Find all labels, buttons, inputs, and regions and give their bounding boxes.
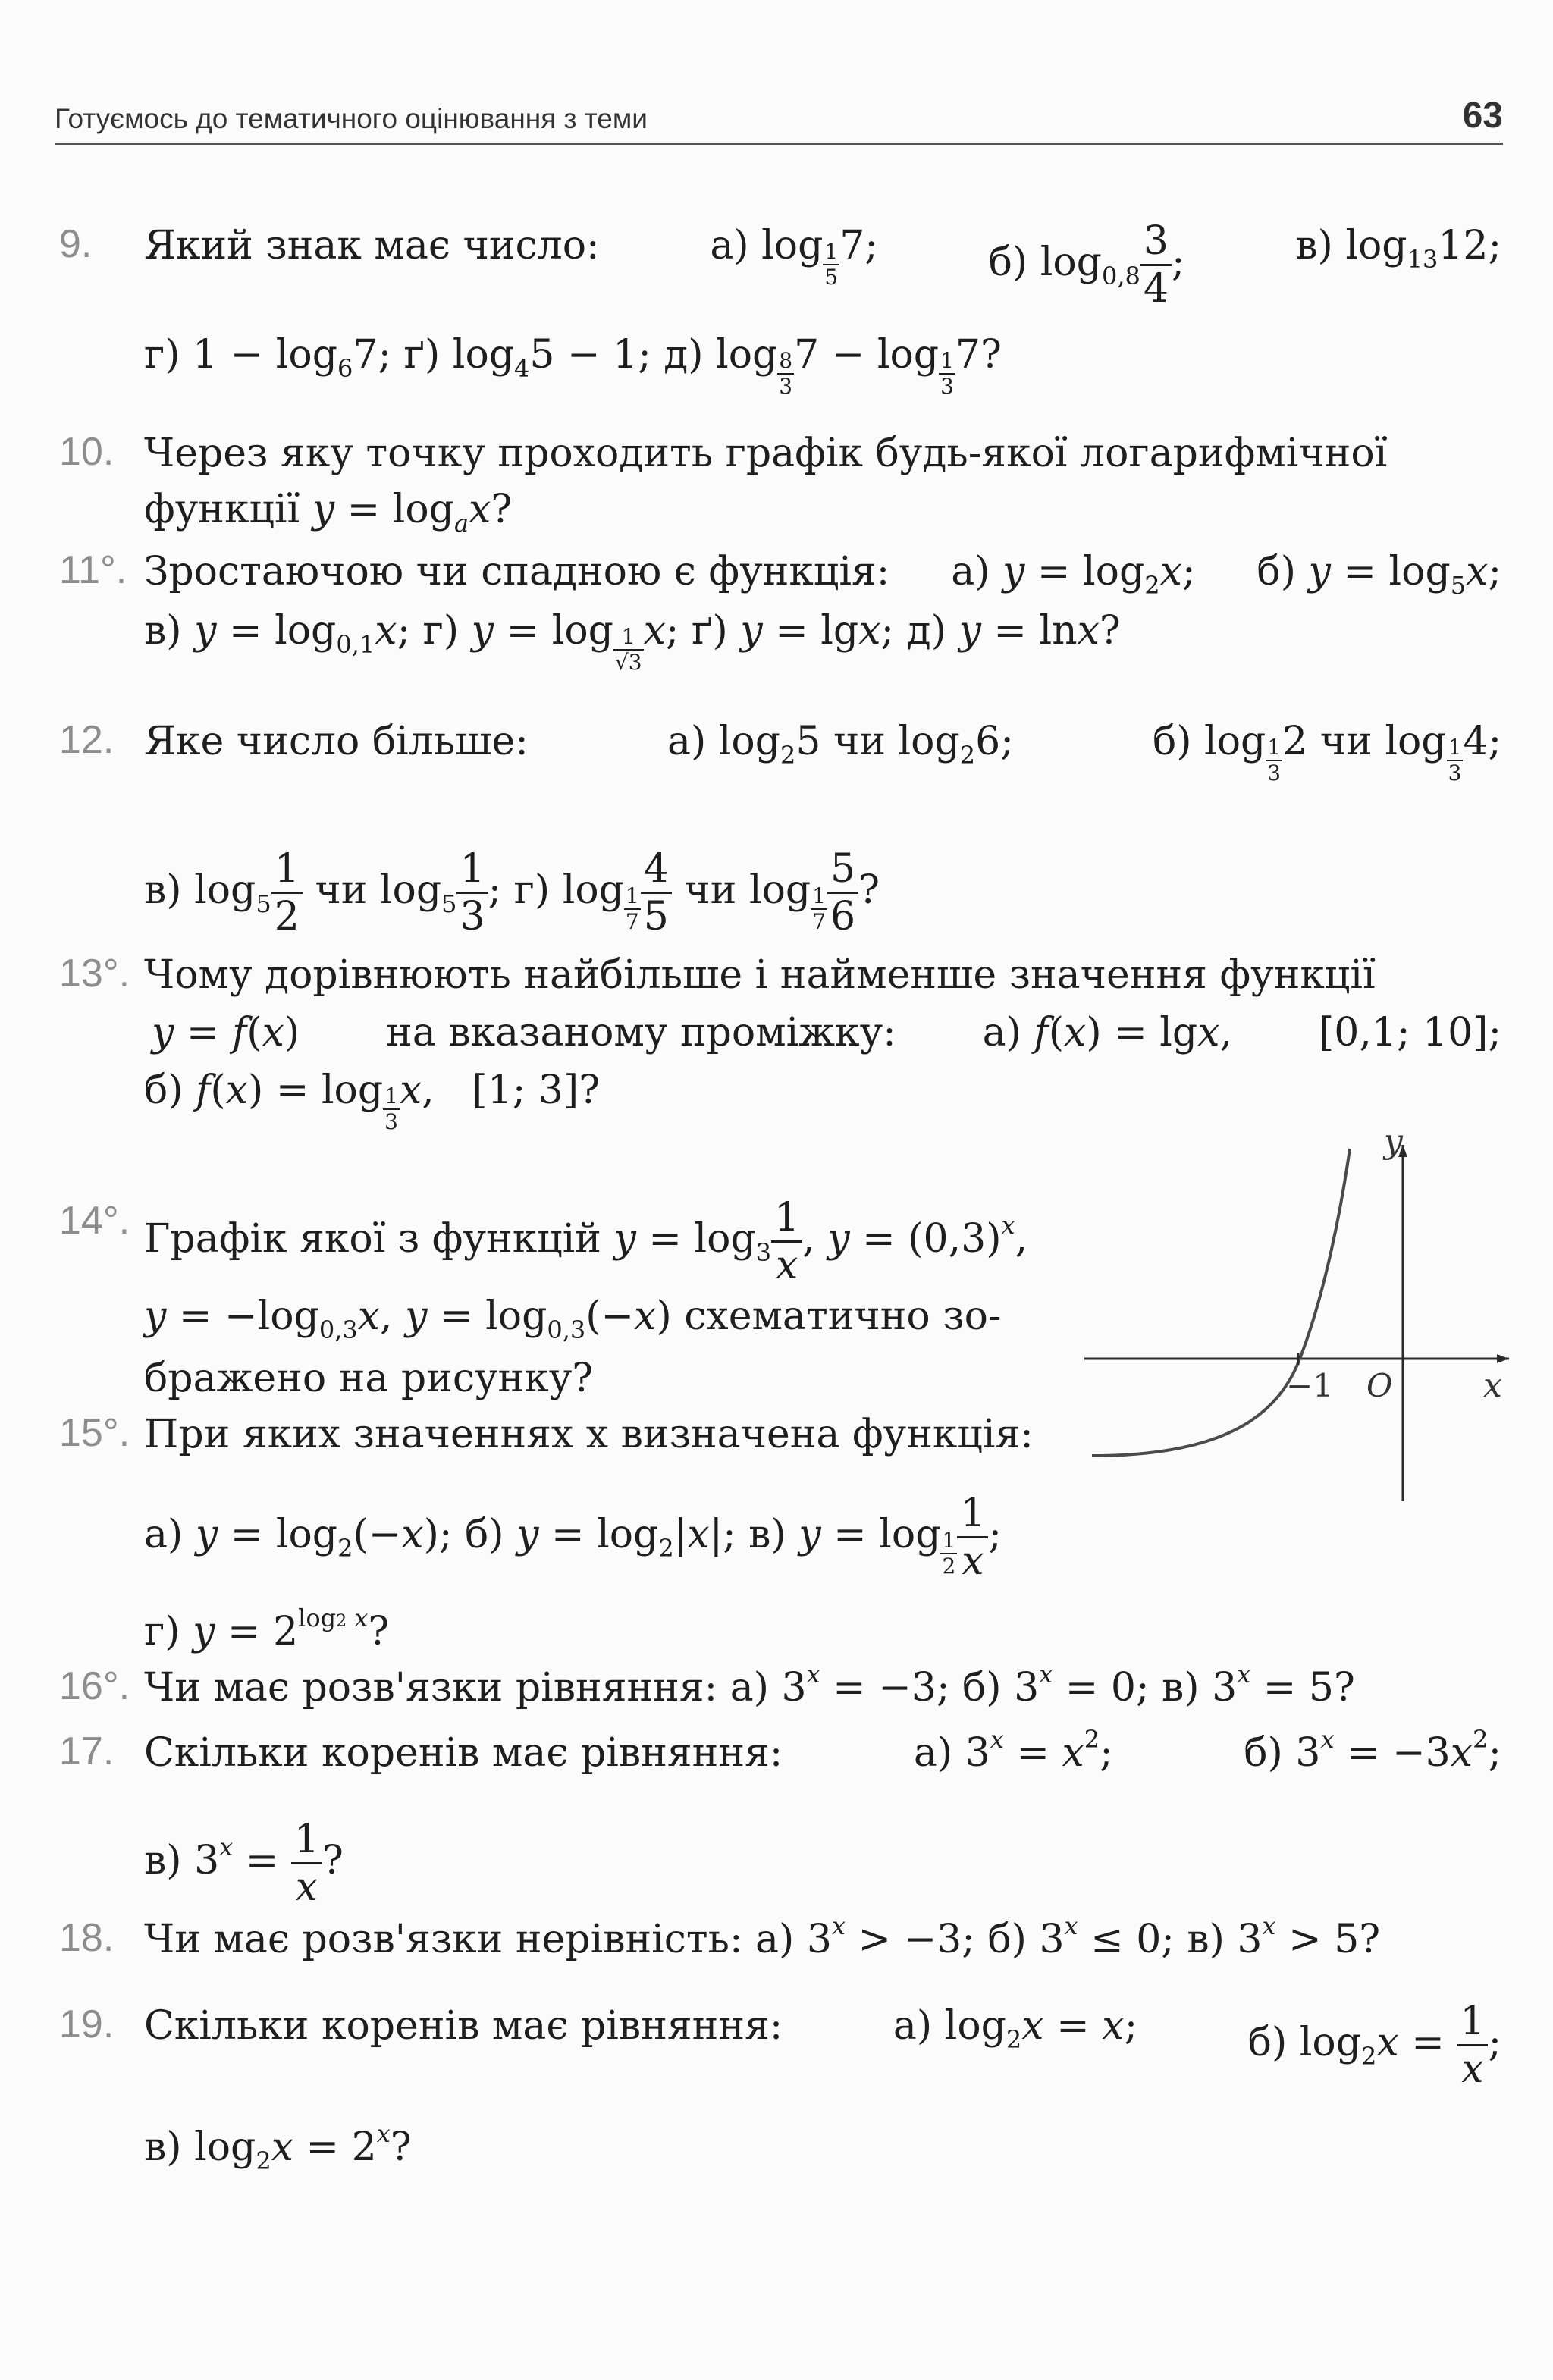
problem-10-line-2: функції $y = \log_ax$? xyxy=(144,487,513,538)
problem-17-line-2: в) $3^x$ = $\frac{1}{x}$ ? xyxy=(144,1817,344,1910)
page-header xyxy=(55,89,1503,145)
origin-label: O xyxy=(1366,1367,1393,1404)
problem-16-line-1: Чи має розв'язки рівняння: а) $3^x = -3$; б) $3^x = 0$; в) $3^x = 5$? xyxy=(144,1660,1355,1711)
problem-17-line-1: Скільки коренів має рівняння: а) $3^x = x^2$; б) $3^x = -3x^2$; xyxy=(144,1725,1501,1776)
x-axis-label: x xyxy=(1483,1366,1502,1405)
problem-13-line-2: y = f(x) на вказаному проміжку: а) f(x) = lgx, [0,1; 10]; xyxy=(152,1010,1501,1055)
problem-14-line-3: бражено на рисунку? xyxy=(144,1356,594,1401)
y-axis-label: y xyxy=(1384,1130,1403,1161)
problem-9-line-1: Який знак має число: а) log $\frac{1}{5}$ 7; б) $\log_{0,8}$ $\frac{3}{4}$ ; в) $\log_{13}12$; xyxy=(144,218,1501,312)
problem-14-line-2: $y = -\log_{0,3}x$, $y = \log_{0,3}(-x)$ схематично зо- xyxy=(144,1293,1002,1344)
problem-number-16: 16°. xyxy=(59,1664,130,1708)
problem-18-line-1: Чи має розв'язки нерівність: а) $3^x > -3$; б) $3^x \le 0$; в) $3^x > 5$? xyxy=(144,1911,1381,1962)
problem-number-15: 15°. xyxy=(59,1411,130,1455)
problem-13-line-1: Чому дорівнюють найбільше і найменше значення функції xyxy=(144,952,1376,998)
problem-number-12: 12. xyxy=(59,718,115,762)
problem-19-line-1: Скільки коренів має рівняння: а) $\log_2x = x$; б) $\log_2x$ = $\frac{1}{x}$ ; xyxy=(144,1999,1501,2092)
problem-11-line-2: в) $y = \log_{0,1}x$; г) y = log $\frac{1}{√3}$ x; ґ) y = lgx; д) y = lnx? xyxy=(144,608,1121,675)
problem-12-line-1: Яке число більше: а) $\log_25$ чи $\log_26$; б) log $\frac{1}{3}$ 2 чи log $\frac{1}{3}$ 4; xyxy=(144,719,1501,785)
problem-10-line-1: Через яку точку проходить графік будь-якої логарифмічної xyxy=(144,431,1388,476)
problem-15-line-2: а) $y = \log_2(-x)$; б) $y = \log_2|x|$; в) y = log $\frac{1}{2}$ $\frac{1}{x}$ ; xyxy=(144,1491,1002,1584)
problem-11-line-1: Зростаючою чи спадною є функція: а) $y = \log_2x$; б) $y = \log_5x$; xyxy=(144,549,1501,600)
problem-19-line-2: в) $\log_2x = 2^x$? xyxy=(144,2119,412,2175)
problem-number-19: 19. xyxy=(59,2002,115,2046)
problem-number-17: 17. xyxy=(59,1729,115,1773)
problem-13-line-3: б) f(x) = log $\frac{1}{3}$ x, [1; 3]? xyxy=(144,1068,601,1134)
page-number: 63 xyxy=(1462,96,1503,136)
problem-number-11: 11°. xyxy=(59,548,127,592)
problem-number-10: 10. xyxy=(59,430,115,474)
function-graph xyxy=(1084,1130,1517,1524)
problem-15-line-1: При яких значеннях x визначена функція: xyxy=(144,1412,1034,1457)
problem-9-line-2: г) $1 - \log_67$; ґ) $\log_45 - 1$; д) log $\frac{8}{3}$ 7 − log $\frac{1}{3}$ 7? xyxy=(144,332,1002,399)
problem-15-line-3: г) $y = 2^{log2 x}$? xyxy=(144,1604,390,1654)
problem-14-line-1: Графік якої з функцій $y = \log_3$ $\frac{1}{x}$ , $y = (0,3)^x$, xyxy=(144,1195,1028,1288)
problem-number-18: 18. xyxy=(59,1916,115,1960)
running-title: Готуємось до тематичного оцінювання з теми xyxy=(55,103,648,134)
problem-number-14: 14°. xyxy=(59,1199,130,1243)
problem-number-13: 13°. xyxy=(59,952,130,996)
problem-number-9: 9. xyxy=(59,222,93,266)
problem-12-line-2: в) $\log_5$ $\frac{1}{2}$ чи $\log_5$ $\frac{1}{3}$ ; г) log $\frac{1}{7}$ $\frac{4}{5}$ чи log $\frac{1}{7}$ $\frac{5}{6}$ ? xyxy=(144,846,880,939)
tick-label: −1 xyxy=(1286,1367,1333,1404)
